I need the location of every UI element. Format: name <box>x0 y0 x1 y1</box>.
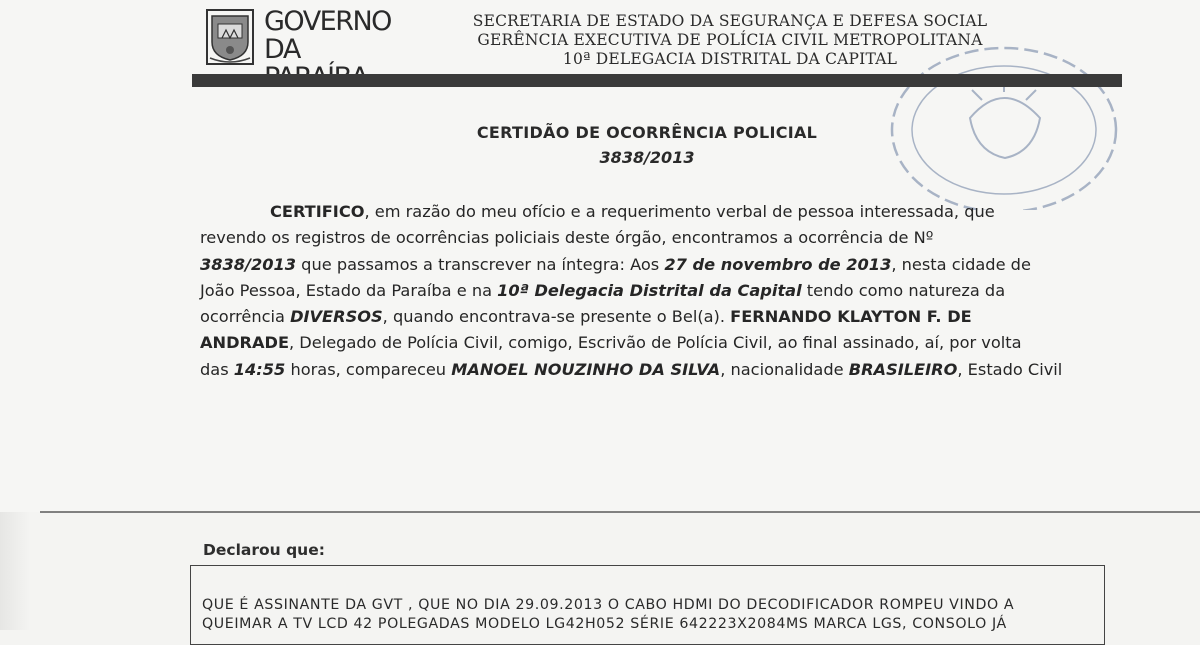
body-line-7 <box>200 357 1092 383</box>
body-text: horas, compareceu <box>285 359 452 379</box>
logo-line-2: DA <box>264 34 300 65</box>
occurrence-number: 3838/2013 <box>200 254 297 274</box>
body-text: , nacionalidade <box>720 359 849 379</box>
coat-of-arms-icon <box>204 8 256 66</box>
body-text: , Estado Civil <box>957 359 1063 379</box>
body-text: revendo os registros de ocorrências policiais deste órgão, encontramos a ocorrência de Nº <box>200 228 934 248</box>
certifico-word: CERTIFICO <box>270 202 365 221</box>
letterhead-divider-bar <box>192 74 1122 87</box>
letterhead-gerencia: GERÊNCIA EXECUTIVA DE POLÍCIA CIVIL METROPOLITANA <box>477 31 983 49</box>
delegado-name: FERNANDO KLAYTON F. DE <box>730 307 972 327</box>
body-line-5 <box>200 304 1092 330</box>
delegado-surname: ANDRADE <box>200 333 289 353</box>
letterhead-secretaria: SECRETARIA DE ESTADO DA SEGURANÇA E DEFESA SOCIAL <box>472 12 988 30</box>
government-logo <box>200 6 400 68</box>
document-title: CERTIDÃO DE OCORRÊNCIA POLICIAL <box>476 123 818 142</box>
declaration-line-1: QUE É ASSINANTE DA GVT , QUE NO DIA 29.09.2013 O CABO HDMI DO DECODIFICADOR ROMPEU VINDO A <box>202 597 1015 613</box>
body-text: , em razão do meu ofício e a requerimento verbal de pessoa interessada, que <box>364 202 995 221</box>
declarant-nationality: BRASILEIRO <box>848 359 958 379</box>
official-stamp-icon <box>872 20 1122 210</box>
declarant-name: MANOEL NOUZINHO DA SILVA <box>451 359 721 379</box>
letterhead-delegacia: 10ª DELEGACIA DISTRITAL DA CAPITAL <box>562 50 898 68</box>
declaration-text <box>202 596 1102 634</box>
body-text: , Delegado de Polícia Civil, comigo, Escrivão de Polícia Civil, ao final assinado, aí, por volta <box>289 333 1022 353</box>
body-text: João Pessoa, Estado da Paraíba e na <box>200 280 498 300</box>
declaration-line-2: QUEIMAR A TV LCD 42 POLEGADAS MODELO LG42H052 SÉRIE 642223X2084MS MARCA LGS, CONSOLO JÁ <box>202 616 1007 632</box>
body-line-6 <box>200 330 1092 356</box>
body-text: das <box>200 359 234 379</box>
occurrence-date: 27 de novembro de 2013 <box>664 254 892 274</box>
body-line-2 <box>200 225 1092 251</box>
body-text: tendo como natureza da <box>801 280 1006 300</box>
document-number: 3838/2013 <box>599 148 695 167</box>
body-text: , nesta cidade de <box>891 254 1031 274</box>
body-line-1 <box>200 199 1092 225</box>
occurrence-nature: DIVERSOS <box>290 307 383 327</box>
page-fold-divider <box>40 511 1200 513</box>
certificate-body <box>200 199 1092 383</box>
delegacia-name: 10ª Delegacia Distrital da Capital <box>497 280 802 300</box>
body-text: , quando encontrava-se presente o Bel(a). <box>382 307 731 327</box>
body-text: que passamos a transcrever na íntegra: Aos <box>296 254 665 274</box>
body-text: ocorrência <box>200 307 291 327</box>
declaration-label: Declarou que: <box>203 541 325 559</box>
body-line-4 <box>200 278 1092 304</box>
logo-line-1: GOVERNO <box>264 6 391 37</box>
body-line-3 <box>200 252 1092 278</box>
occurrence-time: 14:55 <box>233 359 286 379</box>
